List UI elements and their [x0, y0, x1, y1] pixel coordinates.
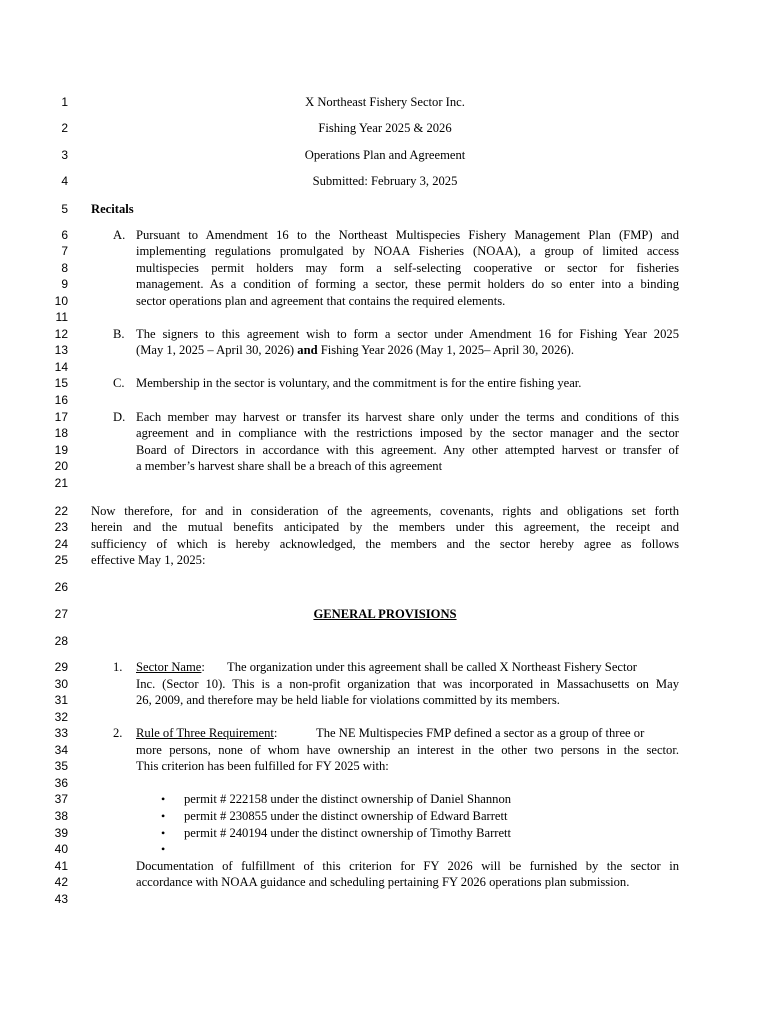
line-number: 1 [61, 95, 68, 109]
recital-line: sector operations plan and agreement that contains the required elements. [136, 294, 506, 308]
provision-marker: 1. [113, 660, 123, 674]
provision-title: Sector Name: [136, 660, 205, 674]
line-number: 27 [54, 607, 68, 621]
line-number: 43 [54, 892, 68, 906]
line-number: 17 [54, 410, 68, 424]
recital-line: implementing regulations promulgated by NOAA Fisheries (NOAA), a group of limited access [136, 244, 679, 258]
line-number: 34 [54, 743, 68, 757]
line-number: 18 [54, 426, 68, 440]
line-number: 12 [54, 327, 68, 341]
fishing-years: Fishing Year 2025 & 2026 [318, 121, 452, 135]
recital-line: (May 1, 2025 – April 30, 2026) and Fishing Year 2026 (May 1, 2025– April 30, 2026). [136, 343, 575, 357]
line-number: 2 [61, 121, 68, 135]
provision-title: Rule of Three Requirement: [136, 726, 278, 740]
permit-item: permit # 240194 under the distinct ownership of Timothy Barrett [184, 826, 512, 840]
line-number: 8 [61, 261, 68, 275]
recital-line: The signers to this agreement wish to form a sector under Amendment 16 for Fishing Year 2025 [136, 327, 679, 341]
line-number: 32 [54, 710, 68, 724]
line-number: 11 [55, 310, 68, 324]
line-number: 14 [54, 360, 68, 374]
line-number: 23 [54, 520, 68, 534]
line-number: 38 [54, 809, 68, 823]
recital-line: management. As a condition of forming a sector, these permit holders do so enter into a binding [136, 277, 679, 291]
document-title: Operations Plan and Agreement [304, 148, 466, 162]
recital-marker: D. [113, 410, 126, 424]
line-number: 26 [54, 580, 68, 594]
line-number: 39 [54, 826, 68, 840]
line-number: 41 [54, 859, 68, 873]
recital-marker: C. [113, 376, 125, 390]
line-number: 29 [54, 660, 68, 674]
line-number: 9 [61, 277, 68, 291]
submitted-date: Submitted: February 3, 2025 [312, 174, 458, 188]
org-name: X Northeast Fishery Sector Inc. [305, 95, 465, 109]
line-number: 31 [54, 693, 68, 707]
now-therefore-line: effective May 1, 2025: [91, 553, 206, 567]
line-number: 40 [54, 842, 68, 856]
provision-line: Inc. (Sector 10). This is a non-profit organization that was incorporated in Massachusetts on May [136, 677, 679, 691]
now-therefore-line: sufficiency of which is hereby acknowledged, the members and the sector hereby agree as follows [91, 537, 679, 551]
bullet-icon: • [161, 809, 166, 823]
provision-line: The organization under this agreement shall be called X Northeast Fishery Sector [227, 660, 637, 674]
line-number: 30 [54, 677, 68, 691]
recital-line: agreement and in compliance with the restrictions imposed by the sector manager and the sector [136, 426, 679, 440]
line-number: 13 [54, 343, 68, 357]
permit-item: permit # 222158 under the distinct ownership of Daniel Shannon [184, 792, 512, 806]
provision-line: more persons, none of whom have ownership an interest in the other two persons in the sector. [136, 743, 679, 757]
line-number: 16 [54, 393, 68, 407]
provision-line: Documentation of fulfillment of this criterion for FY 2026 will be furnished by the sector in [136, 859, 679, 873]
line-number: 21 [54, 476, 68, 490]
provision-line: accordance with NOAA guidance and scheduling pertaining FY 2026 operations plan submission. [136, 875, 630, 889]
general-provisions-heading: GENERAL PROVISIONS [313, 607, 457, 621]
provision-line: The NE Multispecies FMP defined a sector as a group of three or [316, 726, 645, 740]
line-number: 15 [54, 376, 68, 390]
permit-item: permit # 230855 under the distinct ownership of Edward Barrett [184, 809, 508, 823]
recital-line: Pursuant to Amendment 16 to the Northeast Multispecies Fishery Management Plan (FMP) and [136, 228, 679, 242]
bullet-icon: • [161, 792, 166, 806]
line-number: 4 [61, 174, 68, 188]
recital-line: Membership in the sector is voluntary, and the commitment is for the entire fishing year. [136, 376, 582, 390]
line-number: 20 [54, 459, 68, 473]
now-therefore-line: herein and the mutual benefits anticipated by the members under this agreement, the receipt and [91, 520, 679, 534]
line-number: 25 [54, 553, 68, 567]
recital-marker: A. [113, 228, 126, 242]
line-number: 5 [61, 202, 68, 216]
recital-line: multispecies permit holders may form a self-selecting cooperative or sector for fisheries [136, 261, 679, 275]
line-number: 3 [61, 148, 68, 162]
line-number: 10 [54, 294, 68, 308]
line-number: 7 [61, 244, 68, 258]
line-number: 37 [54, 792, 68, 806]
provision-line: 26, 2009, and therefore may be held liable for violations committed by its members. [136, 693, 560, 707]
line-number: 35 [54, 759, 68, 773]
bullet-icon: • [161, 842, 166, 856]
line-number: 24 [54, 537, 68, 551]
line-number: 42 [54, 875, 68, 889]
line-number: 33 [54, 726, 68, 740]
provision-line: This criterion has been fulfilled for FY 2025 with: [136, 759, 389, 773]
line-number: 19 [54, 443, 68, 457]
line-number: 22 [54, 504, 68, 518]
recitals-heading: Recitals [91, 202, 134, 216]
line-number: 36 [54, 776, 68, 790]
now-therefore-line: Now therefore, for and in consideration of the agreements, covenants, rights and obligations set forth [91, 504, 679, 518]
recital-line: Each member may harvest or transfer its harvest share only under the terms and conditions of this [136, 410, 679, 424]
recital-line: Board of Directors in accordance with this agreement. Any other attempted harvest or transfer of [136, 443, 679, 457]
line-number: 6 [61, 228, 68, 242]
recital-marker: B. [113, 327, 125, 341]
recital-line: a member’s harvest share shall be a breach of this agreement [136, 459, 443, 473]
provision-marker: 2. [113, 726, 123, 740]
line-number: 28 [54, 634, 68, 648]
bullet-icon: • [161, 826, 166, 840]
